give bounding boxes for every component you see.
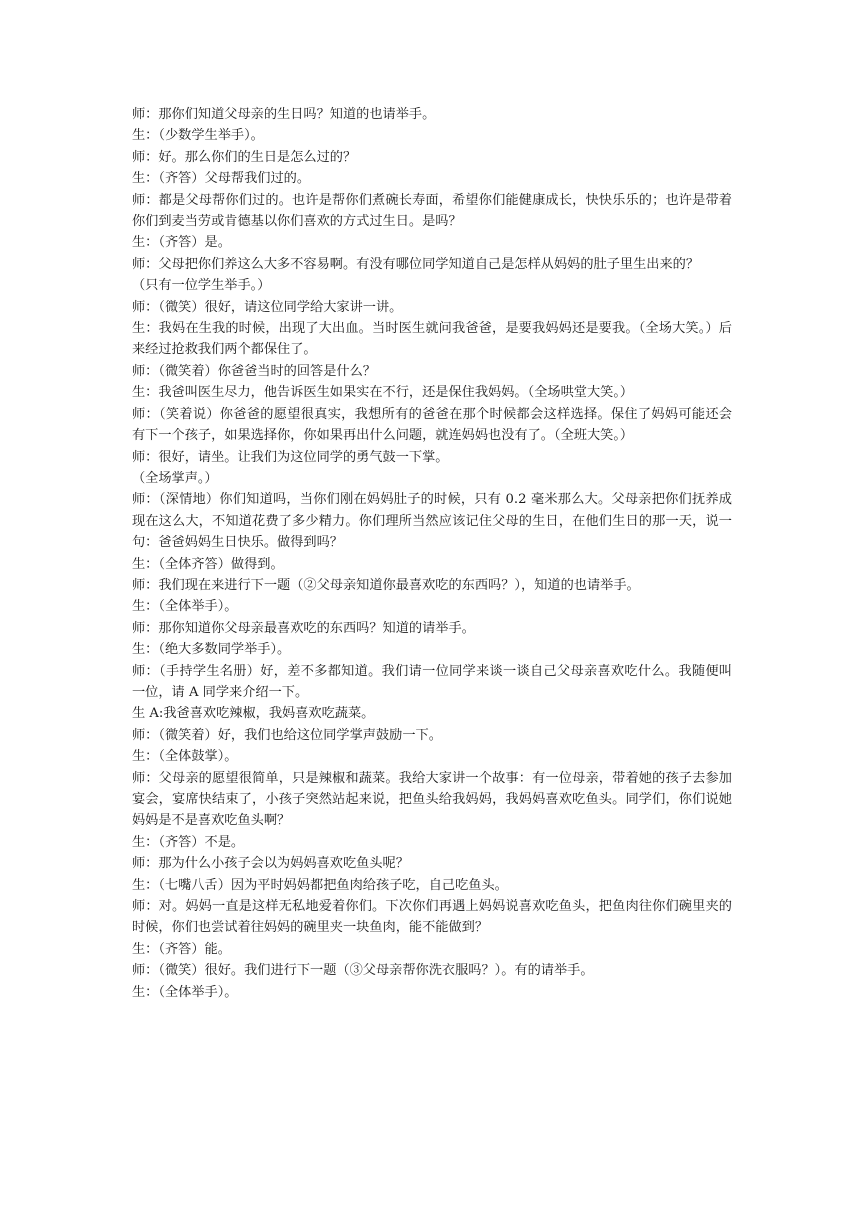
paragraph: 师：（微笑）很好。我们进行下一题（③父母亲帮你洗衣服吗？）。有的请举手。 [132, 963, 594, 979]
paragraph: 生：（齐答）能。 [132, 941, 231, 957]
paragraph: 生：（全体举手）。 [132, 599, 238, 615]
paragraph: 师：都是父母帮你们过的。也许是帮你们煮碗长寿面，希望你们能健康成长，快快乐乐的；也许是带着你们到麦当劳或肯德基以你们喜欢的方式过生日。是吗？ [132, 192, 732, 230]
paragraph: 生：（齐答）父母帮我们过的。 [132, 171, 311, 187]
paragraph: 生：（齐答）不是。 [132, 834, 245, 850]
paragraph: （全场掌声。） [132, 470, 218, 486]
paragraph: 师：那为什么小孩子会以为妈妈喜欢吃鱼头呢？ [132, 856, 409, 872]
paragraph: （只有一位学生举手。） [132, 278, 271, 294]
paragraph: 生：我爸叫医生尽力，他告诉医生如果实在不行，还是保住我妈妈。（全场哄堂大笑。） [132, 385, 634, 401]
paragraph: 师：好。那么你们的生日是怎么过的？ [132, 149, 357, 165]
paragraph: 师：（手持学生名册）好，差不多都知道。我们请一位同学来谈一谈自己父母亲喜欢吃什么。我随便叫一位，请 A 同学来介绍一下。 [132, 663, 732, 700]
paragraph: 师：父母把你们养这么大多不容易啊。有没有哪位同学知道自己是怎样从妈妈的肚子里生出来的？ [132, 256, 700, 272]
paragraph: 师：（深情地）你们知道吗，当你们刚在妈妈肚子的时候，只有 0.2 毫米那么大。父母亲把你们抚养成现在这么大，不知道花费了多少精力。你们理所当然应该记住父母的生日，在他们生日的那一天，说一句：爸爸妈妈生日快乐。做得到吗？ [132, 492, 732, 551]
paragraph: 生：（全体鼓掌）。 [132, 749, 238, 765]
paragraph: 生 A:我爸喜欢吃辣椒，我妈喜欢吃蔬菜。 [132, 706, 375, 722]
paragraph: 师：父母亲的愿望很简单，只是辣椒和蔬菜。我给大家讲一个故事：有一位母亲，带着她的孩子去参加宴会，宴席快结束了，小孩子突然站起来说，把鱼头给我妈妈，我妈妈喜欢吃鱼头。同学们，你们说她妈妈是不是喜欢吃鱼头啊？ [132, 770, 732, 829]
paragraph: 生：（少数学生举手）。 [132, 128, 264, 144]
paragraph: 师：我们现在来进行下一题（②父母亲知道你最喜欢吃的东西吗？），知道的也请举手。 [132, 577, 640, 593]
paragraph: 生：（绝大多数同学举手）。 [132, 642, 291, 658]
paragraph: 生：（齐答）是。 [132, 235, 231, 251]
document-page [132, 104, 732, 1003]
paragraph: 师：很好，请坐。让我们为这位同学的勇气鼓一下掌。 [132, 449, 449, 465]
paragraph: 师：（笑着说）你爸爸的愿望很真实，我想所有的爸爸在那个时候都会这样选择。保住了妈妈可能还会有下一个孩子，如果选择你，你如果再出什么问题，就连妈妈也没有了。（全班大笑。） [132, 406, 732, 444]
paragraph: 生：（全体齐答）做得到。 [132, 556, 284, 572]
paragraph: 师：那你们知道父母亲的生日吗？知道的也请举手。 [132, 107, 436, 122]
paragraph: 师：对。妈妈一直是这样无私地爱着你们。下次你们再遇上妈妈说喜欢吃鱼头，把鱼肉往你们碗里夹的时候，你们也尝试着往妈妈的碗里夹一块鱼肉，能不能做到？ [132, 899, 732, 936]
paragraph: 师：（微笑着）好，我们也给这位同学掌声鼓励一下。 [132, 727, 442, 743]
paragraph: 生：我妈在生我的时候，出现了大出血。当时医生就问我爸爸，是要我妈妈还是要我。（全场大笑。）后来经过抢救我们两个都保住了。 [132, 321, 732, 358]
paragraph: 生：（全体举手）。 [132, 984, 238, 1000]
paragraph: 师：（微笑）很好，请这位同学给大家讲一讲。 [132, 299, 403, 315]
paragraph: 师：（微笑着）你爸爸当时的回答是什么？ [132, 363, 376, 379]
paragraph: 生：（七嘴八舌）因为平时妈妈都把鱼肉给孩子吃，自己吃鱼头。 [132, 877, 508, 893]
paragraph: 师：那你知道你父母亲最喜欢吃的东西吗？知道的请举手。 [132, 620, 475, 636]
